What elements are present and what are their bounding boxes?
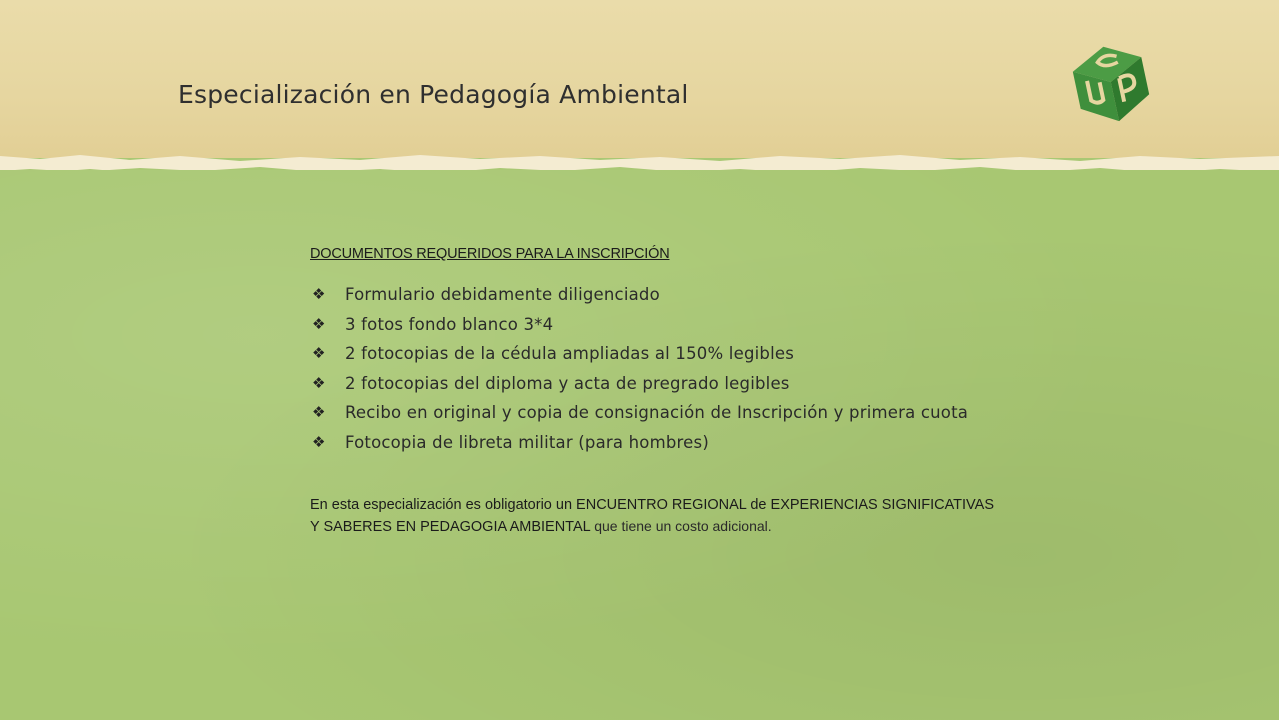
list-item-text: 3 fotos fondo blanco 3*4 bbox=[345, 314, 554, 334]
requirements-section bbox=[310, 246, 994, 538]
list-item bbox=[310, 398, 994, 428]
diamond-bullet-icon: ❖ bbox=[312, 403, 326, 421]
note-main-text: En esta especialización es obligatorio un ENCUENTRO REGIONAL de EXPERIENCIAS SIGNIFICATIVAS Y SABERES EN PEDAGOGIA AMBIENTAL bbox=[310, 497, 994, 535]
list-item-text: Formulario debidamente diligenciado bbox=[345, 285, 660, 304]
diamond-bullet-icon: ❖ bbox=[312, 432, 326, 451]
diamond-bullet-icon: ❖ bbox=[312, 373, 326, 392]
diamond-bullet-icon: ❖ bbox=[312, 344, 326, 362]
diamond-bullet-icon: ❖ bbox=[312, 285, 326, 303]
list-item bbox=[310, 428, 994, 458]
list-item bbox=[310, 369, 994, 399]
note-tail-text: que tiene un costo adicional. bbox=[594, 518, 772, 534]
list-item bbox=[310, 310, 994, 340]
upc-logo-icon bbox=[1068, 40, 1154, 126]
list-item-text: 2 fotocopias de la cédula ampliadas al 150% legibles bbox=[345, 344, 795, 363]
list-item-text: Fotocopia de libreta militar (para hombres) bbox=[345, 432, 709, 452]
diamond-bullet-icon: ❖ bbox=[312, 314, 326, 333]
additional-note bbox=[310, 495, 994, 538]
section-heading: DOCUMENTOS REQUERIDOS PARA LA INSCRIPCIÓN bbox=[310, 246, 670, 262]
list-item bbox=[310, 280, 994, 310]
list-item-text: Recibo en original y copia de consignación de Inscripción y primera cuota bbox=[345, 403, 969, 422]
list-item bbox=[310, 339, 994, 369]
requirements-list bbox=[310, 280, 994, 457]
page-title: Especialización en Pedagogía Ambiental bbox=[178, 80, 689, 109]
list-item-text: 2 fotocopias del diploma y acta de pregrado legibles bbox=[345, 373, 790, 393]
